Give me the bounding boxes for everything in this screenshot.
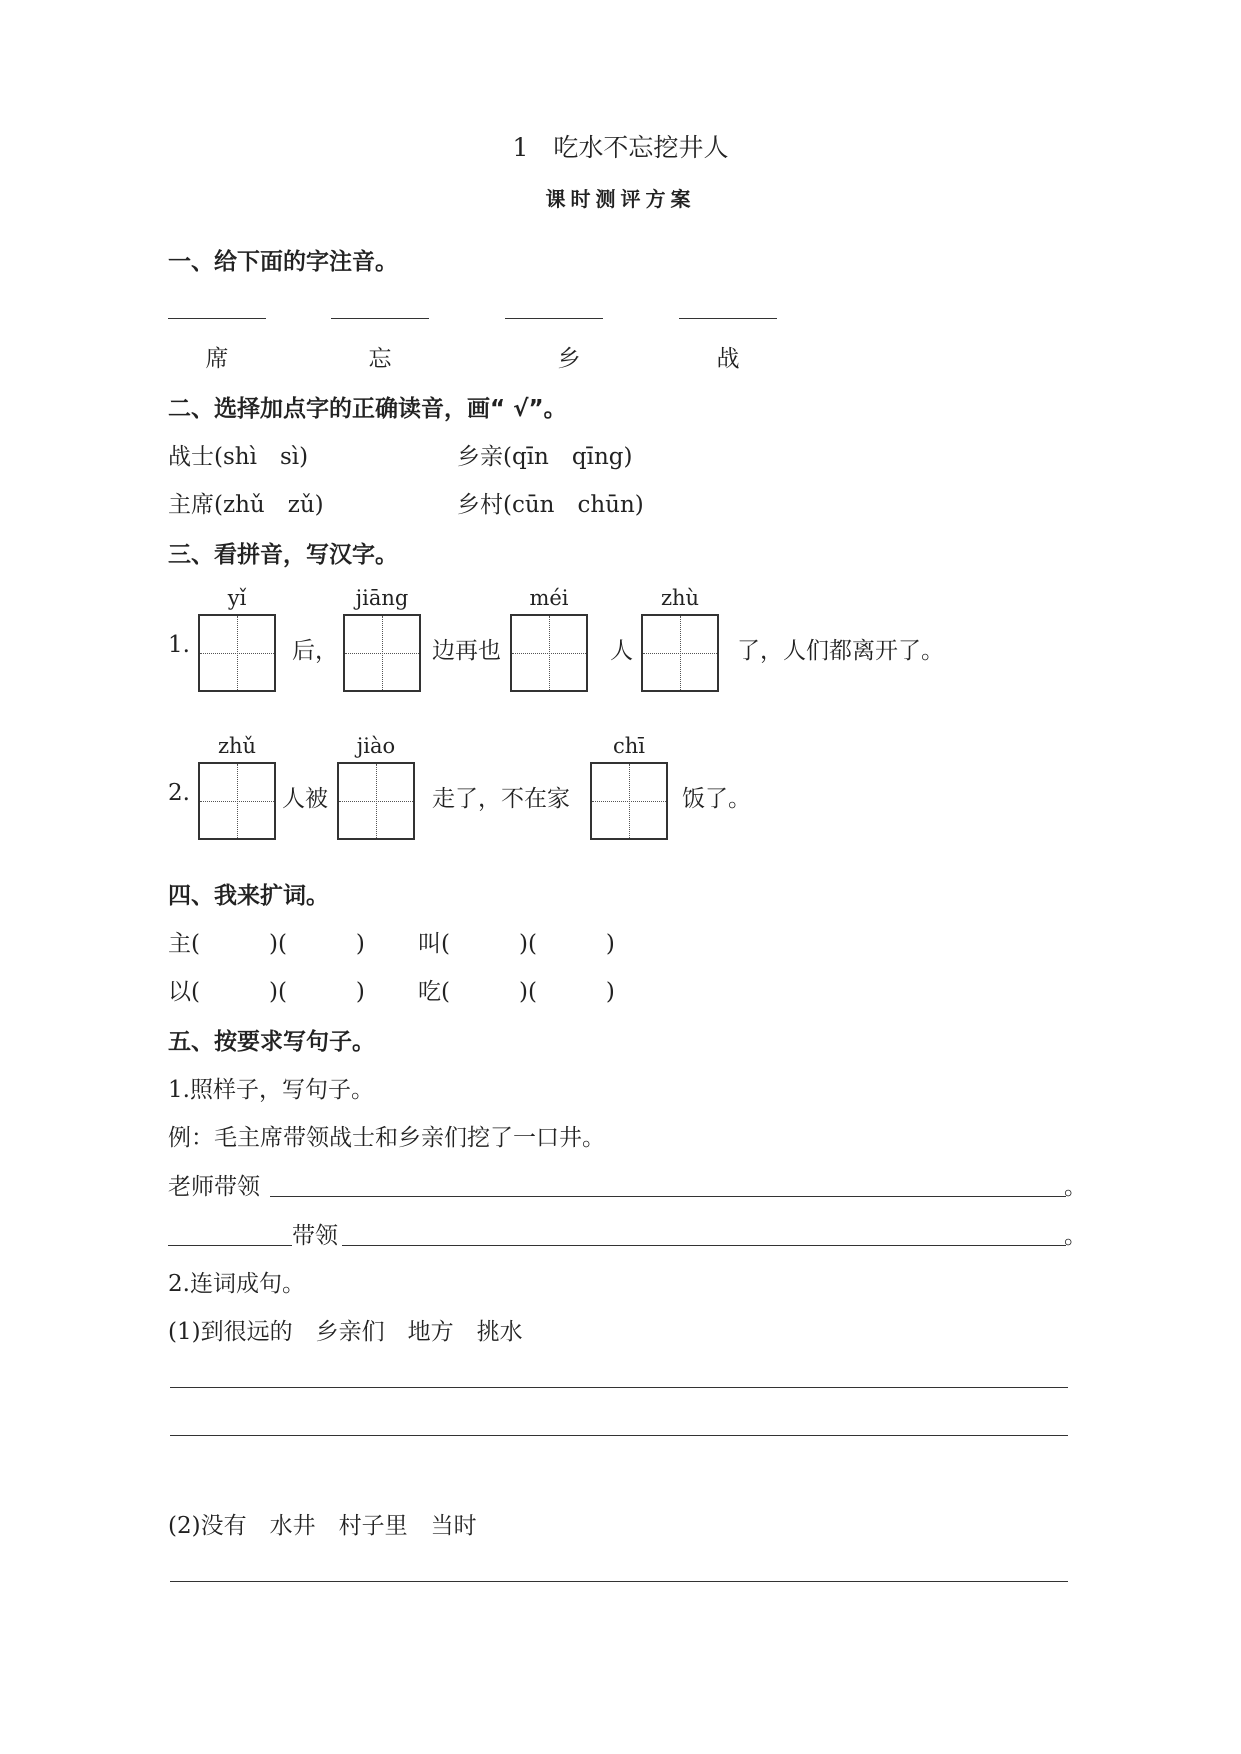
question-number: 2.: [168, 780, 190, 806]
question-title: 1.照样子，写句子。: [168, 1077, 374, 1103]
char-item: 战: [716, 346, 740, 372]
pinyin-label: chī: [612, 734, 645, 758]
answer-line[interactable]: [170, 1387, 1068, 1388]
word-expansion-item[interactable]: 叫( )( ): [418, 931, 615, 957]
answer-blank[interactable]: [505, 318, 603, 319]
answer-line[interactable]: [170, 1435, 1068, 1436]
sentence-text: 了，人们都离开了。: [737, 638, 944, 664]
sentence-text: 人: [610, 638, 633, 664]
period: 。: [1064, 1223, 1087, 1249]
pinyin-label: jiào: [356, 734, 396, 758]
sentence-text: 饭了。: [682, 786, 751, 812]
word-expansion-item[interactable]: 以( )( ): [168, 979, 365, 1005]
char-item: 席: [205, 346, 229, 372]
reading-choice[interactable]: 战士(shì sì): [168, 444, 309, 470]
writing-grid-box[interactable]: [590, 762, 668, 840]
pinyin-label: méi: [529, 586, 569, 610]
writing-grid-box[interactable]: [641, 614, 719, 692]
pinyin-label: zhù: [660, 586, 700, 610]
char-item: 忘: [368, 346, 392, 372]
reading-choice[interactable]: 乡亲(qīn qīng): [457, 444, 633, 470]
reading-choice[interactable]: 主席(zhǔ zǔ): [168, 492, 324, 518]
page-title: 1 吃水不忘挖井人: [512, 133, 729, 162]
writing-grid-box[interactable]: [343, 614, 421, 692]
sentence-text: 边再也: [432, 638, 501, 664]
pinyin-label: jiāng: [355, 586, 409, 610]
section4-heading: 四、我来扩词。: [168, 883, 329, 909]
sentence-text: 后，: [292, 638, 338, 664]
writing-grid-box[interactable]: [198, 614, 276, 692]
answer-line[interactable]: [170, 1581, 1068, 1582]
question-number: 1.: [168, 632, 190, 658]
pinyin-label: yǐ: [227, 586, 247, 610]
reading-choice[interactable]: 乡村(cūn chūn): [457, 492, 644, 518]
period: 。: [1064, 1174, 1087, 1200]
section2-heading: 二、选择加点字的正确读音，画“ √”。: [168, 396, 567, 422]
answer-line[interactable]: [168, 1245, 292, 1246]
sentence-text: 人被: [282, 786, 328, 812]
word-order-prompt: (2)没有 水井 村子里 当时: [168, 1513, 477, 1539]
word-expansion-item[interactable]: 吃( )( ): [418, 979, 615, 1005]
answer-line[interactable]: [270, 1196, 1066, 1197]
fill-prefix: 老师带领: [168, 1174, 260, 1200]
answer-blank[interactable]: [679, 318, 777, 319]
writing-grid-box[interactable]: [198, 762, 276, 840]
section5-heading: 五、按要求写句子。: [168, 1029, 375, 1055]
writing-grid-box[interactable]: [510, 614, 588, 692]
char-item: 乡: [557, 346, 581, 372]
section3-heading: 三、看拼音，写汉字。: [168, 542, 398, 568]
word-order-prompt: (1)到很远的 乡亲们 地方 挑水: [168, 1319, 523, 1345]
answer-line[interactable]: [342, 1245, 1066, 1246]
answer-blank[interactable]: [331, 318, 429, 319]
word-expansion-item[interactable]: 主( )( ): [168, 931, 365, 957]
page-subtitle: 课时测评方案: [545, 187, 696, 211]
answer-blank[interactable]: [168, 318, 266, 319]
pinyin-label: zhǔ: [217, 734, 257, 758]
fill-middle: 带领: [292, 1223, 338, 1249]
section1-heading: 一、给下面的字注音。: [168, 249, 398, 275]
question-title: 2.连词成句。: [168, 1271, 305, 1297]
writing-grid-box[interactable]: [337, 762, 415, 840]
example-sentence: 例：毛主席带领战士和乡亲们挖了一口井。: [168, 1125, 605, 1151]
sentence-text: 走了，不在家: [432, 786, 570, 812]
